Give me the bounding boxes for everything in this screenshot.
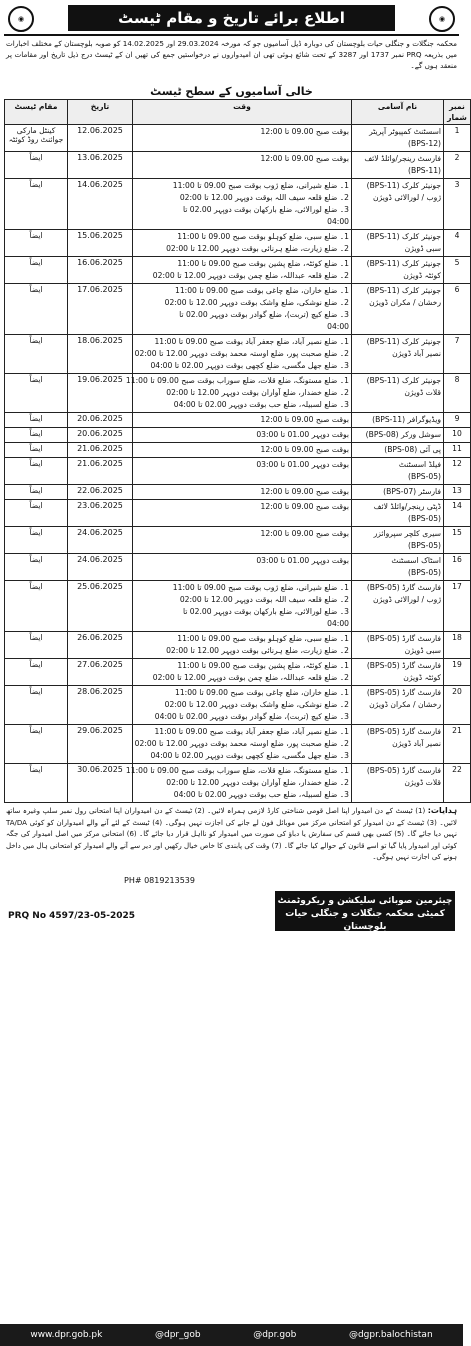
table-row (5, 284, 471, 335)
test-venue: ایضاً (5, 485, 68, 500)
test-date: 18.06.2025 (68, 335, 133, 374)
test-date: 15.06.2025 (68, 230, 133, 257)
test-date: 24.06.2025 (68, 554, 133, 581)
test-date: 17.06.2025 (68, 284, 133, 335)
time-line: 2۔ ضلع صحبت پور، ضلع اوستہ محمد بوقت دوپہر 12.00 تا 02:00 (134, 739, 349, 748)
time-line: 2۔ ضلع قلعہ عبداللہ، ضلع چمن بوقت دوپہر 12.00 تا 02:00 (152, 271, 349, 280)
post-name-line: فارسٹ گارڈ (BPS-05) (366, 727, 441, 736)
time-line: 1۔ ضلع شیرانی، ضلع ژوب بوقت صبح 09.00 تا 11:00 (172, 181, 349, 190)
test-date: 20.06.2025 (68, 413, 133, 428)
post-name (352, 458, 444, 485)
test-time (133, 554, 352, 581)
test-date: 20.06.2025 (68, 428, 133, 443)
test-time (133, 581, 352, 632)
post-name (352, 500, 444, 527)
test-time (133, 413, 352, 428)
government-seal-left: ◉ (8, 6, 34, 32)
time-line: بوقت دوپہر 01.00 تا 03:00 (256, 556, 349, 565)
time-line: 3۔ ضلع کیچ (تربت)، ضلع گوادر بوقت دوپہر 02.00 تا (179, 310, 349, 319)
test-venue: ایضاً (5, 179, 68, 230)
row-number: 20 (444, 686, 471, 725)
post-name-line: قلات ڈویژن (404, 778, 441, 787)
test-venue: ایضاً (5, 443, 68, 458)
post-name-line: فارسٹ رینجر/وائلڈ لائف (364, 154, 441, 163)
test-venue: ایضاً (5, 257, 68, 284)
test-time (133, 152, 352, 179)
post-name (352, 581, 444, 632)
time-line: 3۔ ضلع لسبیلہ، ضلع حب بوقت دوپہر 02.00 تا 04:00 (173, 790, 349, 799)
post-name-line: فیلڈ اسسٹنٹ (398, 460, 441, 469)
post-name-line: فارسٹ گارڈ (BPS-05) (366, 634, 441, 643)
post-name-line: ژوب / لورالائی ڈویژن (373, 193, 441, 202)
signature-line: کمیٹی محکمہ جنگلات و جنگلی حیات بلوچستان (285, 909, 445, 932)
post-name-line: نصیر آباد ڈویژن (392, 349, 441, 358)
post-name (352, 179, 444, 230)
table-row (5, 725, 471, 764)
signature-row (4, 887, 459, 935)
time-line: 2۔ ضلع قلعہ سیف اللہ بوقت دوپہر 12.00 تا 02:00 (179, 595, 349, 604)
time-line: 1۔ ضلع مستونگ، ضلع قلات، ضلع سوراب بوقت صبح 09.00 تا 11:00 (125, 376, 349, 385)
post-name (352, 257, 444, 284)
post-name-line: فارسٹ گارڈ (BPS-05) (366, 766, 441, 775)
post-name-line: فارسٹر (BPS-07) (383, 487, 441, 496)
test-date: 26.06.2025 (68, 632, 133, 659)
test-venue: ایضاً (5, 413, 68, 428)
post-name-line: جونیئر کلرک (BPS-11) (366, 376, 441, 385)
table-row (5, 125, 471, 152)
post-name (352, 443, 444, 458)
time-line: 1۔ ضلع نصیر آباد، ضلع جعفر آباد بوقت صبح 09.00 تا 11:00 (154, 337, 349, 346)
test-date: 13.06.2025 (68, 152, 133, 179)
table-body (5, 125, 471, 803)
post-name-line: (BPS-11) (408, 166, 441, 175)
test-time (133, 485, 352, 500)
time-line: 1۔ ضلع خاران، ضلع چاغی بوقت صبح 09.00 تا 11:00 (175, 286, 349, 295)
signature-line: چیئرمین صوبائی سلیکشن و ریکروٹمنٹ (277, 896, 453, 906)
post-name-line: جونیئر کلرک (BPS-11) (366, 337, 441, 346)
intro-paragraph: محکمہ جنگلات و جنگلی حیات بلوچستان کی دوبارہ ڈیل آسامیوں جو کہ مورخہ 29.03.2024 اور 14.02.2025 کو صوبہ بلوچستان کے مختلف اخبارات میں بذریعہ PRQ نمبر 1737 اور 3287 کے تحت شائع ہوئی تھی ان امیدواروں نے درخواستیں جمع کی تھیں ان کے ٹیسٹ درج ذیل تاریخ اور مقامات پر منعقد ہوں گے۔ (6, 39, 458, 70)
test-venue: ایضاً (5, 374, 68, 413)
social-handle[interactable]: @dpr_gob (154, 1330, 201, 1340)
time-line: بوقت صبح 09.00 تا 12:00 (260, 502, 349, 511)
row-number: 1 (444, 125, 471, 152)
test-time (133, 527, 352, 554)
schedule-table (4, 99, 471, 803)
time-line: 3۔ ضلع لورالائی، ضلع بارکھان بوقت دوپہر 02.00 تا (182, 607, 349, 616)
post-name-line: کوئٹہ ڈویژن (403, 673, 441, 682)
table-row (5, 413, 471, 428)
time-line: 2۔ ضلع خضدار، ضلع آواران بوقت دوپہر 12.00 تا 02:00 (166, 388, 349, 397)
table-header-row (5, 100, 471, 125)
row-number: 3 (444, 179, 471, 230)
post-name-line: قلات ڈویژن (404, 388, 441, 397)
time-line: بوقت صبح 09.00 تا 12:00 (260, 487, 349, 496)
post-name-line: جونیئر کلرک (BPS-11) (366, 232, 441, 241)
test-time (125, 764, 352, 803)
post-name (352, 230, 444, 257)
test-time (133, 125, 352, 152)
website-link[interactable]: www.dpr.gob.pk (30, 1330, 103, 1340)
test-date: 23.06.2025 (68, 500, 133, 527)
table-row (5, 458, 471, 485)
time-line: 1۔ ضلع سبی، ضلع کوہلو بوقت صبح 09.00 تا 11:00 (177, 634, 349, 643)
government-seal-right: ◉ (429, 6, 455, 32)
test-date: 29.06.2025 (68, 725, 133, 764)
test-venue: ایضاً (5, 659, 68, 686)
time-line: 1۔ ضلع سبی، ضلع کوہلو بوقت صبح 09.00 تا 11:00 (177, 232, 349, 241)
time-line: 3۔ ضلع جھل مگسی، ضلع کچھی بوقت دوپہر 02.00 تا 04:00 (150, 751, 349, 760)
test-time (133, 500, 352, 527)
test-venue: ایضاً (5, 335, 68, 374)
test-time (133, 230, 352, 257)
time-line: 3۔ ضلع لورالائی، ضلع بارکھان بوقت دوپہر 02.00 تا (182, 205, 349, 214)
table-row (5, 428, 471, 443)
test-date: 25.06.2025 (68, 581, 133, 632)
time-line: بوقت صبح 09.00 تا 12:00 (260, 154, 349, 163)
time-line: 3۔ ضلع جھل مگسی، ضلع کچھی بوقت دوپہر 02.00 تا 04:00 (150, 361, 349, 370)
post-name (352, 725, 444, 764)
test-date: 12.06.2025 (68, 125, 133, 152)
test-time (125, 374, 352, 413)
post-name (352, 632, 444, 659)
test-venue: ایضاً (5, 284, 68, 335)
row-number: 9 (444, 413, 471, 428)
post-name-line: جونیئر کلرک (BPS-11) (366, 181, 441, 190)
prq-number: PRQ No 4597/23-05-2025 (8, 911, 136, 921)
test-time (133, 632, 352, 659)
test-date: 21.06.2025 (68, 458, 133, 485)
post-name-line: جونیئر کلرک (BPS-11) (366, 259, 441, 268)
table-row (5, 257, 471, 284)
test-venue: ایضاً (5, 458, 68, 485)
test-venue: ایضاً (5, 632, 68, 659)
post-name-line: (BPS-05) (408, 541, 441, 550)
row-number: 11 (444, 443, 471, 458)
test-time (133, 458, 352, 485)
instructions-label: ہدایات: (427, 806, 457, 815)
phone-number: PH# 0819213539 (124, 876, 195, 885)
table-row (5, 581, 471, 632)
post-name-line: نصیر آباد ڈویژن (392, 739, 441, 748)
post-name-line: فارسٹ گارڈ (BPS-05) (366, 688, 441, 697)
table-row (5, 335, 471, 374)
header (4, 4, 459, 36)
row-number: 14 (444, 500, 471, 527)
test-date: 28.06.2025 (68, 686, 133, 725)
test-date: 27.06.2025 (68, 659, 133, 686)
table-row (5, 659, 471, 686)
post-name (352, 527, 444, 554)
post-name-line: سبی ڈویژن (404, 646, 441, 655)
post-name-line: فارسٹ گارڈ (BPS-05) (366, 661, 441, 670)
time-line: 2۔ ضلع قلعہ عبداللہ، ضلع چمن بوقت دوپہر 12.00 تا 02:00 (152, 673, 349, 682)
time-line: 1۔ ضلع مستونگ، ضلع قلات، ضلع سوراب بوقت صبح 09.00 تا 11:00 (125, 766, 349, 775)
table-row (5, 554, 471, 581)
time-line: 04:00 (327, 619, 349, 628)
post-name-line: (BPS-12) (408, 139, 441, 148)
row-number: 22 (444, 764, 471, 803)
time-line: 3۔ ضلع کیچ (تربت)، ضلع گوادر بوقت دوپہر 02.00 تا 04:00 (154, 712, 349, 721)
test-date: 24.06.2025 (68, 527, 133, 554)
test-time (133, 179, 352, 230)
row-number: 15 (444, 527, 471, 554)
time-line: 1۔ ضلع نصیر آباد، ضلع جعفر آباد بوقت صبح 09.00 تا 11:00 (154, 727, 349, 736)
post-name-line: (BPS-05) (408, 514, 441, 523)
table-row (5, 374, 471, 413)
post-name (352, 335, 444, 374)
post-name-line: رخشان / مکران ڈویژن (369, 298, 441, 307)
row-number: 19 (444, 659, 471, 686)
row-number: 5 (444, 257, 471, 284)
time-line: 2۔ ضلع نوشکی، ضلع واشک بوقت دوپہر 12.00 تا 02:00 (164, 298, 349, 307)
test-time (133, 686, 352, 725)
table-row (5, 500, 471, 527)
test-venue: ایضاً (5, 500, 68, 527)
post-name-line: (BPS-05) (408, 472, 441, 481)
table-row (5, 152, 471, 179)
row-number: 4 (444, 230, 471, 257)
time-line: 04:00 (327, 322, 349, 331)
table-row (5, 686, 471, 725)
time-line: بوقت صبح 09.00 تا 12:00 (260, 445, 349, 454)
post-name-line: ڈپٹی رینجر/وائلڈ لائف (373, 502, 441, 511)
time-line: 2۔ ضلع خضدار، ضلع آواران بوقت دوپہر 12.00 تا 02:00 (166, 778, 349, 787)
row-number: 13 (444, 485, 471, 500)
time-line: 2۔ ضلع قلعہ سیف اللہ بوقت دوپہر 12.00 تا 02:00 (179, 193, 349, 202)
post-name-line: سیری کلچر سپروائزر (373, 529, 441, 538)
test-date: 19.06.2025 (68, 374, 133, 413)
test-venue: ایضاً (5, 428, 68, 443)
post-name-line: فارسٹ گارڈ (BPS-05) (366, 583, 441, 592)
row-number: 16 (444, 554, 471, 581)
social-bar (0, 1324, 463, 1346)
table-row (5, 632, 471, 659)
post-name-line: ژوب / لورالائی ڈویژن (373, 595, 441, 604)
time-line: 1۔ ضلع خاران، ضلع چاغی بوقت صبح 09.00 تا 11:00 (175, 688, 349, 697)
time-line: 3۔ ضلع لسبیلہ، ضلع حب بوقت دوپہر 02.00 تا 04:00 (173, 400, 349, 409)
test-time (133, 659, 352, 686)
post-name (352, 413, 444, 428)
test-venue: ایضاً (5, 764, 68, 803)
section-title: خالی آسامیوں کے سطح ٹیسٹ (150, 85, 313, 98)
post-name-line: اسسٹنٹ کمپیوٹر آپریٹر (369, 127, 441, 136)
test-time (133, 725, 352, 764)
post-name-line: اسٹاک اسسٹنٹ (391, 556, 441, 565)
time-line: 2۔ ضلع زیارت، ضلع ہرنائی بوقت دوپہر 12.00 تا 02:00 (166, 244, 349, 253)
post-name-line: (BPS-05) (408, 568, 441, 577)
time-line: بوقت صبح 09.00 تا 12:00 (260, 127, 349, 136)
row-number: 6 (444, 284, 471, 335)
table-row (5, 527, 471, 554)
post-name (352, 374, 444, 413)
time-line: بوقت دوپہر 01.00 تا 03:00 (256, 460, 349, 469)
test-time (133, 443, 352, 458)
test-venue: کینٹل مارکی جوائنٹ روڈ کوئٹہ (5, 125, 68, 152)
post-name (352, 152, 444, 179)
row-number: 17 (444, 581, 471, 632)
instructions-text: (1) ٹیسٹ کے دن امیدوار اپنا اصل قومی شناختی کارڈ لازمی ہمراہ لائیں۔ (2) ٹیسٹ کے دن امیدواران اپنا امتحانی رول نمبر سلپ وغیرہ ساتھ لائیں۔ (3) ٹیسٹ کے دن امیدوار کو امتحانی مرکز میں موبائل فون لے جانے کی اجازت نہیں ہوگی۔ (4) ٹیسٹ کے لئے آنے والے امیدواران کو کوئی TA/DA نہیں دیا جائے گا۔ (5) کسی بھی قسم کی سفارش یا دباؤ کی صورت میں امیدوار کو نااہل قرار دیا جائے گا۔ (6) امتحانی مرکز میں اصل امیدوار کی جگہ کوئی اور امیدوار پایا گیا تو اسے قانون کے حوالے کیا جائے گا۔ (7) وقت کی پابندی کا خاص خیال رکھیں اور دیر سے آنے والے امیدوار کو امتحانی ہال میں داخل ہونے کی اجازت نہیں ہوگی۔ (6, 807, 457, 861)
test-date: 14.06.2025 (68, 179, 133, 230)
instructions (4, 803, 459, 875)
post-name-line: جونیئر کلرک (BPS-11) (366, 286, 441, 295)
time-line: 2۔ ضلع صحبت پور، ضلع اوستہ محمد بوقت دوپہر 12.00 تا 02:00 (134, 349, 349, 358)
test-time (133, 335, 352, 374)
post-name-line: سوشل ورکر (BPS-08) (365, 430, 441, 439)
post-name-line: ویڈیوگرافر (BPS-11) (372, 415, 441, 424)
post-name (352, 284, 444, 335)
post-name (352, 764, 444, 803)
test-venue: ایضاً (5, 581, 68, 632)
header-post: نام آسامی (352, 100, 444, 125)
test-time (133, 257, 352, 284)
post-name (352, 125, 444, 152)
row-number: 21 (444, 725, 471, 764)
test-venue: ایضاً (5, 686, 68, 725)
post-name (352, 428, 444, 443)
page-title: اطلاع برائے تاریخ و مقام ٹیسٹ (68, 5, 395, 31)
post-name-line: کوئٹہ ڈویژن (403, 271, 441, 280)
test-time (133, 428, 352, 443)
post-name (352, 686, 444, 725)
test-venue: ایضاً (5, 152, 68, 179)
test-date: 16.06.2025 (68, 257, 133, 284)
header-time: وقت (133, 100, 352, 125)
test-venue: ایضاً (5, 230, 68, 257)
time-line: 2۔ ضلع زیارت، ضلع ہرنائی بوقت دوپہر 12.00 تا 02:00 (166, 646, 349, 655)
test-time (133, 284, 352, 335)
row-number: 7 (444, 335, 471, 374)
table-row (5, 485, 471, 500)
time-line: 2۔ ضلع نوشکی، ضلع واشک بوقت دوپہر 12.00 تا 02:00 (164, 700, 349, 709)
post-name-line: رخشان / مکران ڈویژن (369, 700, 441, 709)
time-line: 1۔ ضلع کوئٹہ، ضلع پشین بوقت صبح 09.00 تا 11:00 (177, 661, 349, 670)
post-name (352, 485, 444, 500)
post-name-line: پی آئی (BPS-08) (384, 445, 441, 454)
test-venue: ایضاً (5, 554, 68, 581)
test-venue: ایضاً (5, 527, 68, 554)
post-name (352, 659, 444, 686)
time-line: 1۔ ضلع شیرانی، ضلع ژوب بوقت صبح 09.00 تا 11:00 (172, 583, 349, 592)
time-line: 04:00 (327, 217, 349, 226)
time-line: بوقت صبح 09.00 تا 12:00 (260, 415, 349, 424)
table-row (5, 230, 471, 257)
header-venue: مقام ٹیسٹ (5, 100, 68, 125)
row-number: 12 (444, 458, 471, 485)
social-handle[interactable]: @dgpr.balochistan (348, 1330, 433, 1340)
test-date: 21.06.2025 (68, 443, 133, 458)
row-number: 8 (444, 374, 471, 413)
time-line: بوقت دوپہر 01.00 تا 03:00 (256, 430, 349, 439)
post-name (352, 554, 444, 581)
post-name-line: سبی ڈویژن (404, 244, 441, 253)
test-date: 30.06.2025 (68, 764, 133, 803)
social-handle[interactable]: @dpr.gob (253, 1330, 297, 1340)
row-number: 10 (444, 428, 471, 443)
table-row (5, 179, 471, 230)
test-date: 22.06.2025 (68, 485, 133, 500)
time-line: بوقت صبح 09.00 تا 12:00 (260, 529, 349, 538)
row-number: 2 (444, 152, 471, 179)
row-number: 18 (444, 632, 471, 659)
table-row (5, 764, 471, 803)
table-row (5, 443, 471, 458)
test-venue: ایضاً (5, 725, 68, 764)
time-line: 1۔ ضلع کوئٹہ، ضلع پشین بوقت صبح 09.00 تا 11:00 (177, 259, 349, 268)
header-no: نمبر شمار (444, 100, 471, 125)
signature-block (275, 891, 455, 931)
header-date: تاریخ (68, 100, 133, 125)
